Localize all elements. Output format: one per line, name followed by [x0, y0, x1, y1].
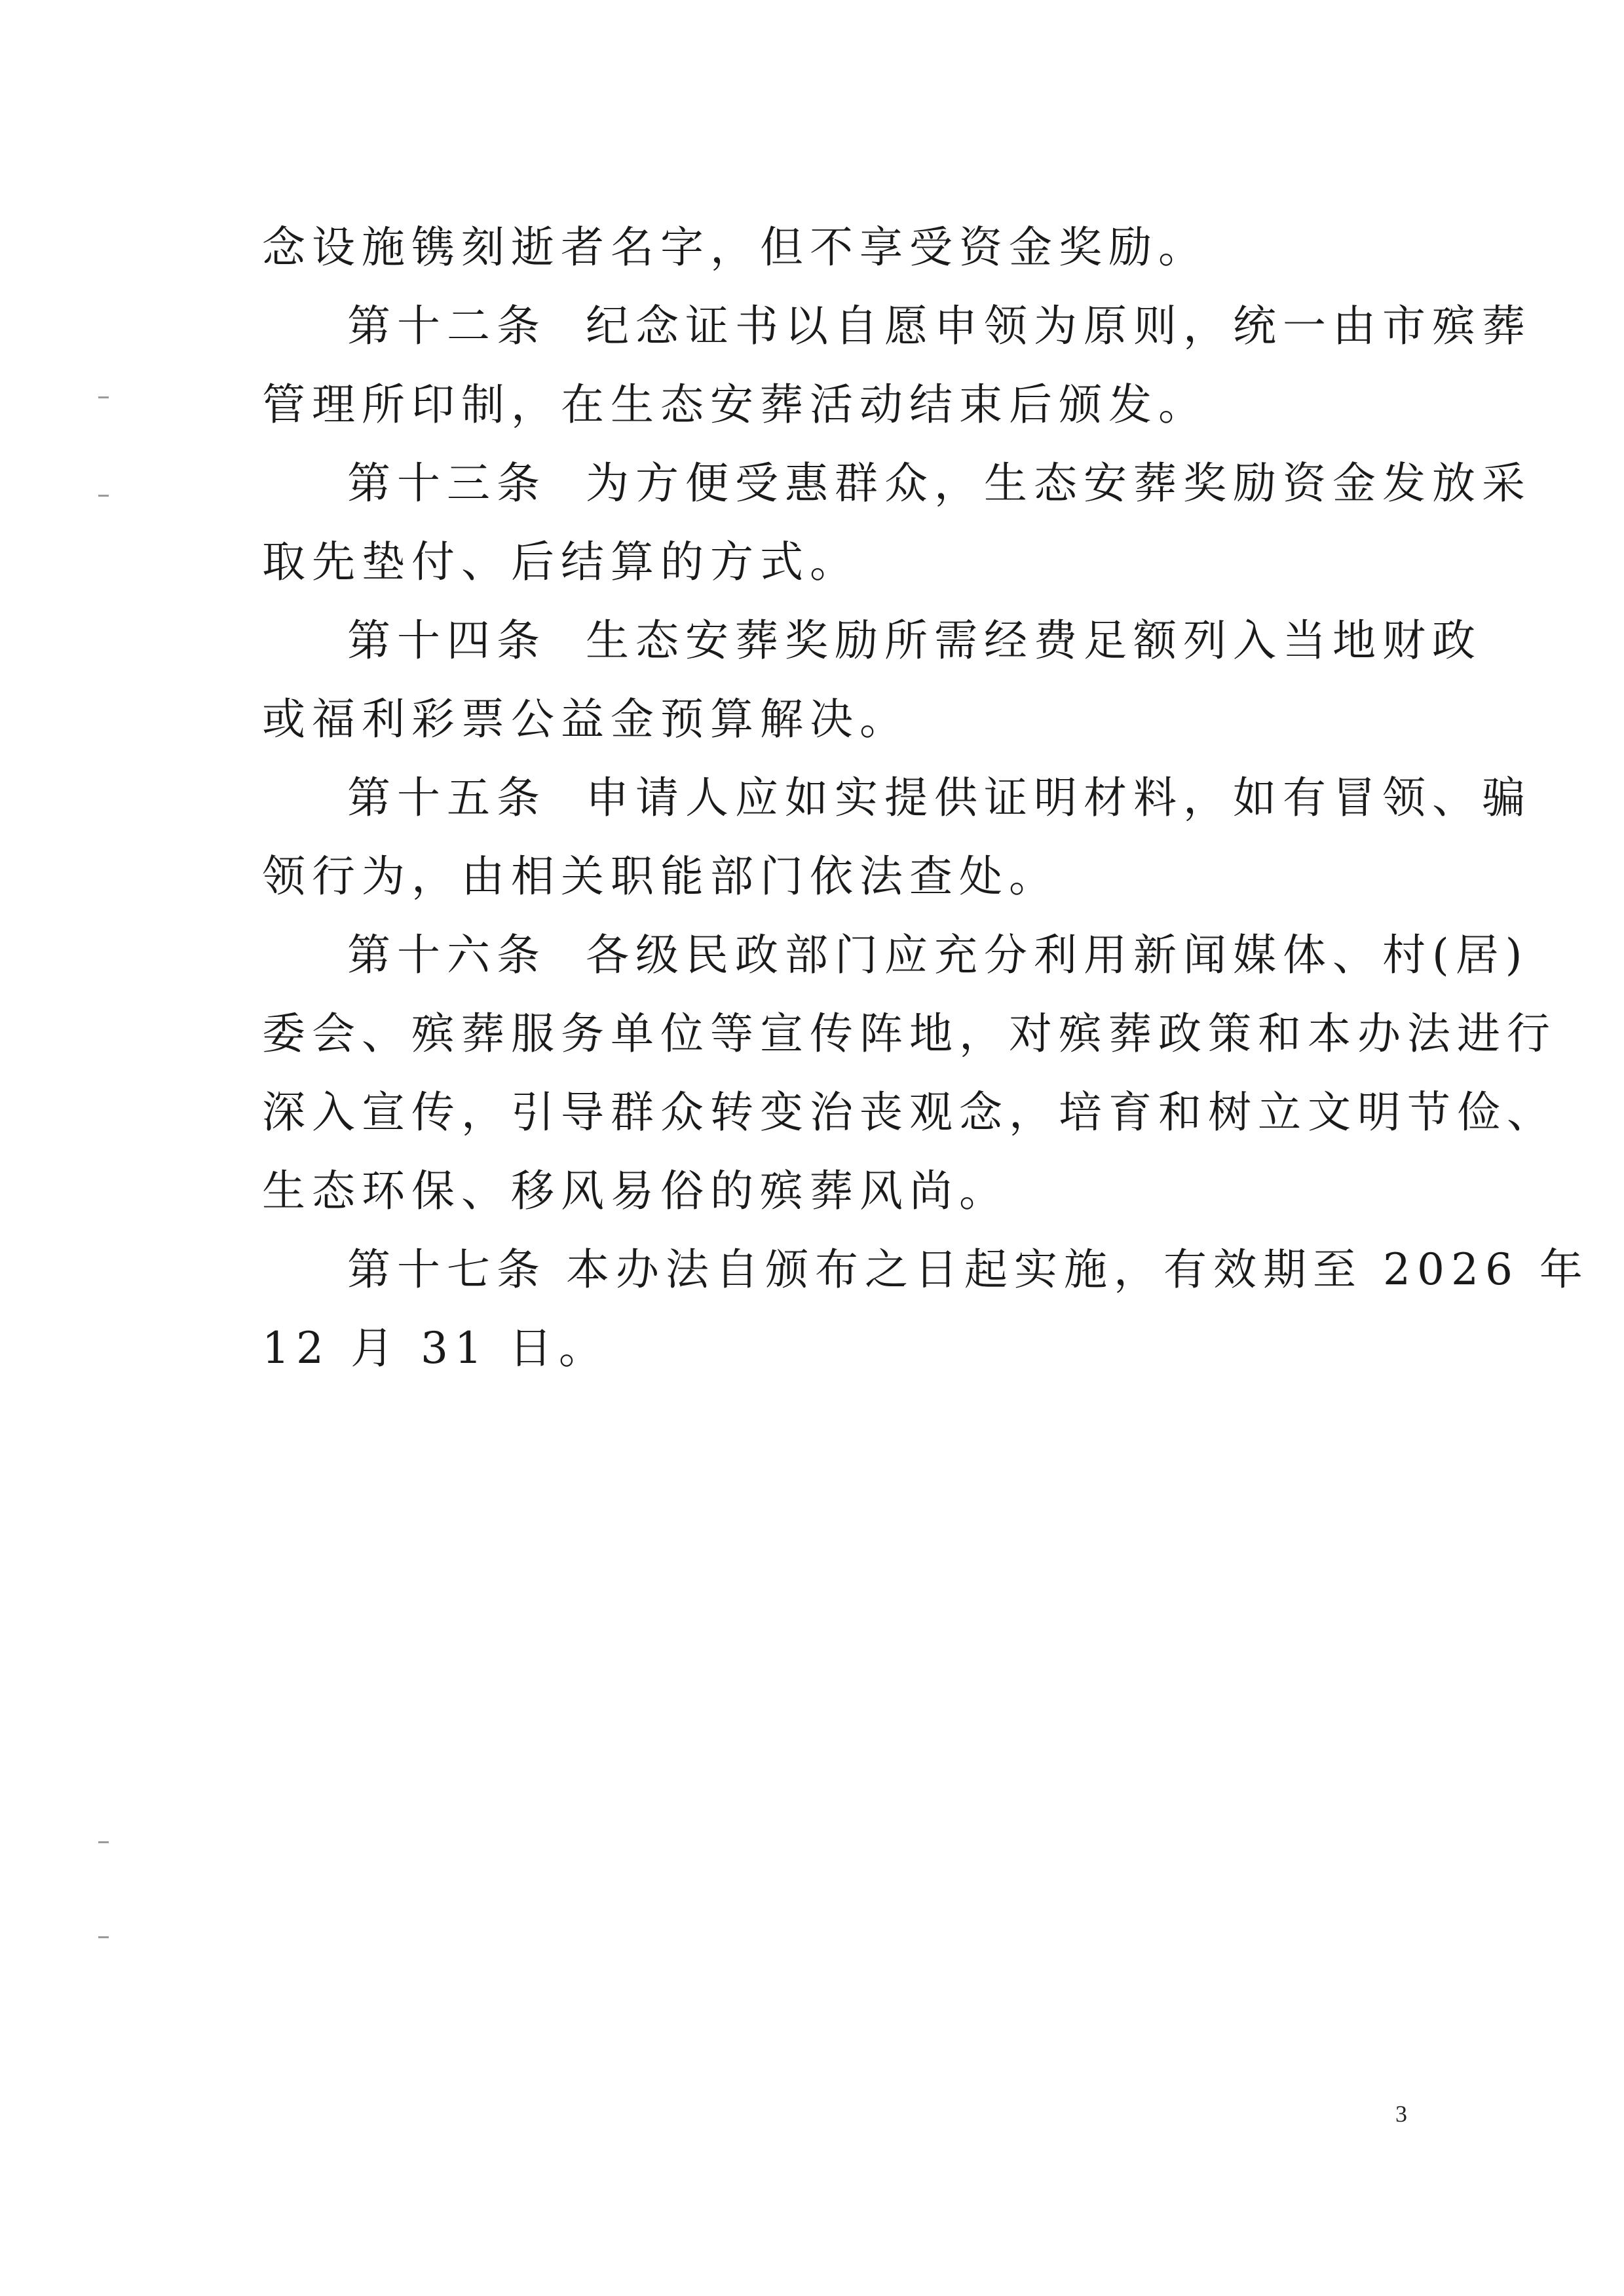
body-line — [262, 379, 1208, 430]
margin-mark — [98, 1936, 109, 1938]
body-line — [262, 222, 1208, 273]
body-line — [262, 1166, 1009, 1216]
body-line — [262, 694, 909, 744]
article-title: 第十二条 — [347, 301, 546, 351]
margin-mark — [98, 1841, 109, 1843]
body-line — [262, 1008, 1557, 1059]
body-line — [262, 851, 1059, 902]
article-14-line — [347, 615, 1482, 666]
article-text: 申请人应如实提供证明材料，如有冒领、骗 — [586, 773, 1532, 823]
body-text: 管理所印制，在生态安葬活动结束后颁发。 — [262, 379, 1208, 430]
article-16-line — [347, 930, 1529, 980]
body-text: 12 月 31 日。 — [262, 1323, 609, 1373]
body-text: 深入宣传，引导群众转变治丧观念，培育和树立文明节俭、 — [262, 1087, 1557, 1138]
body-text: 或福利彩票公益金预算解决。 — [262, 694, 909, 744]
article-text: 纪念证书以自愿申领为原则，统一由市殡葬 — [586, 301, 1532, 351]
article-text: 生态安葬奖励所需经费足额列入当地财政 — [586, 615, 1482, 666]
article-17-line — [347, 1244, 1589, 1295]
body-text: 委会、殡葬服务单位等宣传阵地，对殡葬政策和本办法进行 — [262, 1008, 1557, 1059]
article-title: 第十五条 — [347, 773, 546, 823]
article-15-line — [347, 773, 1532, 823]
article-title: 第十四条 — [347, 615, 546, 666]
body-text: 生态环保、移风易俗的殡葬风尚。 — [262, 1166, 1009, 1216]
article-text: 各级民政部门应充分利用新闻媒体、村(居) — [586, 930, 1529, 980]
article-title: 第十六条 — [347, 930, 546, 980]
body-text: 领行为，由相关职能部门依法查处。 — [262, 851, 1059, 902]
article-title: 第十三条 — [347, 458, 546, 508]
article-text: 本办法自颁布之日起实施，有效期至 2026 年 — [566, 1244, 1589, 1295]
margin-mark — [98, 495, 109, 497]
body-line — [262, 1323, 609, 1373]
article-text: 为方便受惠群众，生态安葬奖励资金发放采 — [586, 458, 1532, 508]
body-line — [262, 537, 859, 587]
article-13-line — [347, 458, 1532, 508]
article-title: 第十七条 — [347, 1244, 546, 1295]
margin-mark — [98, 396, 109, 398]
page-number: 3 — [1395, 2101, 1407, 2127]
article-12-line — [347, 301, 1532, 351]
body-text: 念设施镌刻逝者名字，但不享受资金奖励。 — [262, 222, 1208, 273]
body-line — [262, 1087, 1557, 1138]
body-text: 取先垫付、后结算的方式。 — [262, 537, 859, 587]
